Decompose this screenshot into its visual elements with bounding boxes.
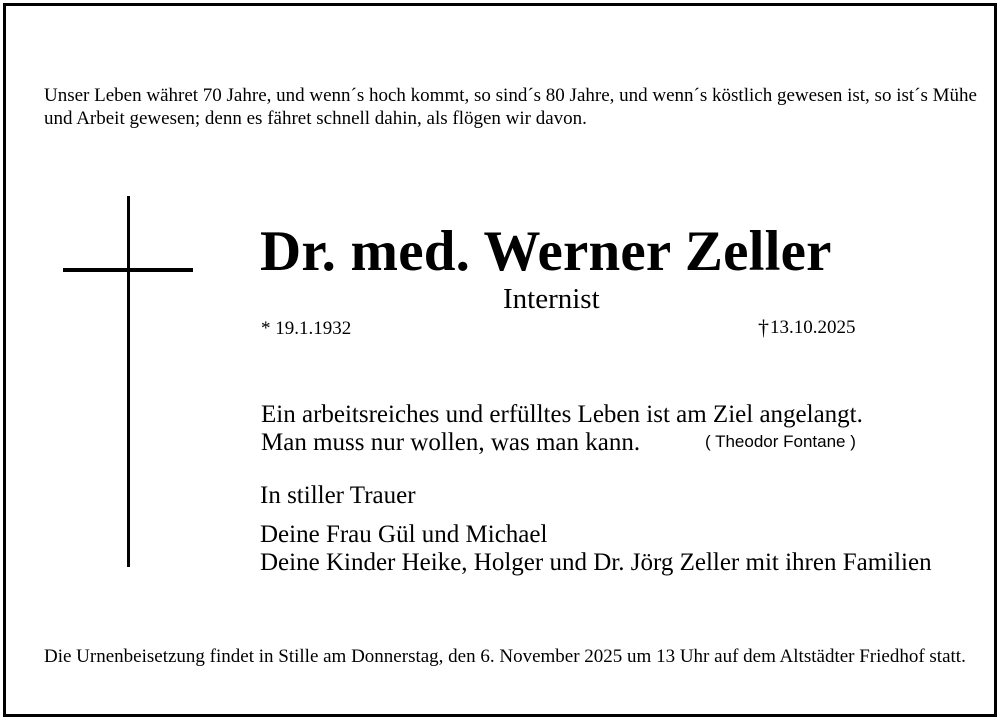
burial-notice: Die Urnenbeisetzung findet in Stille am Donnerstag, den 6. November 2025 um 13 Uhr auf dem Altstädter Friedhof statt. <box>44 646 966 667</box>
psalm-verse: Unser Leben währet 70 Jahre, und wenn´s hoch kommt, so sind´s 80 Jahre, und wenn´s köstlich gewesen ist, so ist´s Mühe und Arbeit gewesen; denn es fähret schnell dahin, als flögen wir davon. <box>44 85 977 129</box>
mourning-line: In stiller Trauer <box>260 482 416 509</box>
quote-line-2: Man muss nur wollen, was man kann. <box>261 429 641 456</box>
birth-date: * 19.1.1932 <box>261 318 352 339</box>
quote-line-1: Ein arbeitsreiches und erfülltes Leben ist am Ziel angelangt. <box>261 401 863 428</box>
death-date: 13.10.2025 <box>770 317 856 338</box>
obituary-frame <box>3 3 997 717</box>
family-line-2: Deine Kinder Heike, Holger und Dr. Jörg Zeller mit ihren Familien <box>260 549 932 576</box>
deceased-name: Dr. med. Werner Zeller <box>260 220 832 283</box>
death-date-block <box>758 315 856 340</box>
family-line-1: Deine Frau Gül und Michael <box>260 521 548 548</box>
cross-vertical-bar <box>127 196 130 567</box>
dagger-icon: † <box>758 315 769 340</box>
cross-horizontal-bar <box>63 268 193 272</box>
quote-author: ( Theodor Fontane ) <box>705 432 856 451</box>
profession: Internist <box>503 283 600 315</box>
